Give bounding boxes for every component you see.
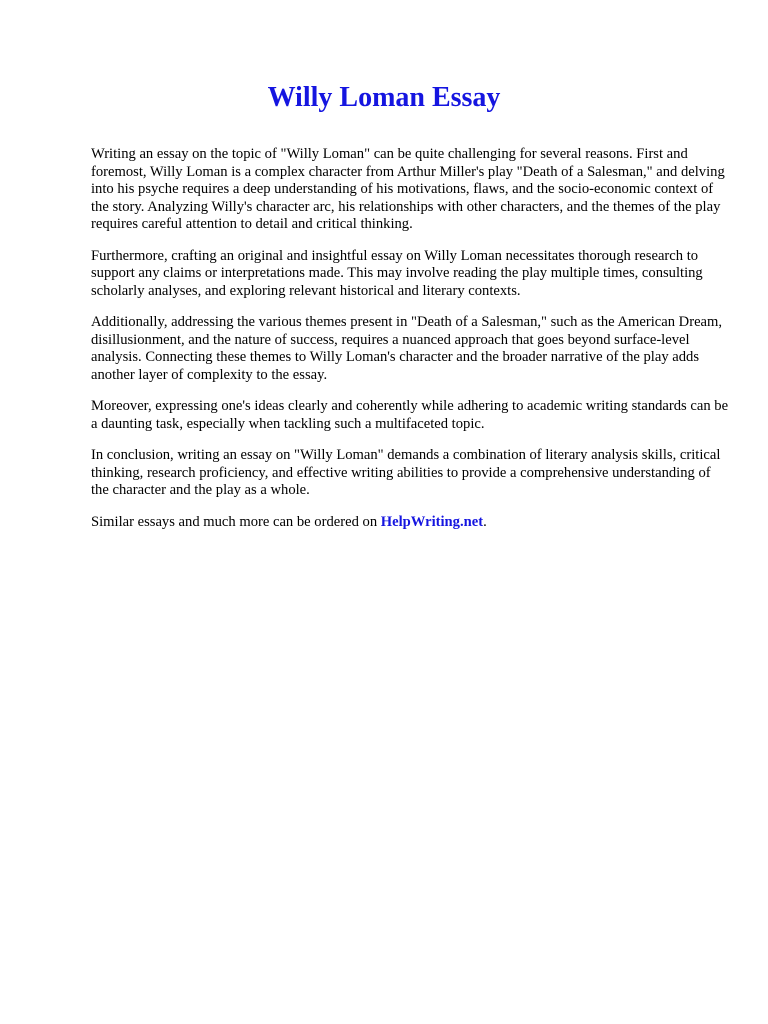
paragraph-3: Additionally, addressing the various themes present in "Death of a Salesman," such as the American Dream, disillusionment, and the nature of success, requires a nuanced approach that goes beyond surface-level analysis. Connecting these themes to Willy Loman's character and the broader narrative of the play adds another layer of complexity to the essay. <box>91 314 723 383</box>
paragraph-2: Furthermore, crafting an original and insightful essay on Willy Loman necessitates thorough research to support any claims or interpretations made. This may involve reading the play multiple times, consulting scholarly analyses, and exploring relevant historical and literary contexts. <box>91 247 703 299</box>
closing-period: . <box>483 513 487 530</box>
closing-line <box>91 514 731 532</box>
paragraph-5: In conclusion, writing an essay on "Willy Loman" demands a combination of literary analysis skills, critical thinking, research proficiency, and effective writing abilities to provide a comprehensive understanding of the character and the play as a whole. <box>91 447 721 498</box>
closing-text: Similar essays and much more can be ordered on <box>91 513 381 530</box>
paragraph-4: Moreover, expressing one's ideas clearly and coherently while adhering to academic writing standards can be a daunting task, especially when tackling such a multifaceted topic. <box>91 398 729 432</box>
helpwriting-link[interactable]: HelpWriting.net <box>380 513 484 530</box>
page-title: Willy Loman Essay <box>267 82 501 113</box>
essay-body <box>91 146 731 545</box>
paragraph-1: Writing an essay on the topic of "Willy Loman" can be quite challenging for several reasons. First and foremost, Willy Loman is a complex character from Arthur Miller's play "Death of a Salesman," and delving into his psyche requires a deep understanding of his motivations, flaws, and the socio-economic context of the story. Analyzing Willy's character arc, his relationships with other characters, and the themes of the play requires careful attention to detail and critical thinking. <box>91 146 725 232</box>
